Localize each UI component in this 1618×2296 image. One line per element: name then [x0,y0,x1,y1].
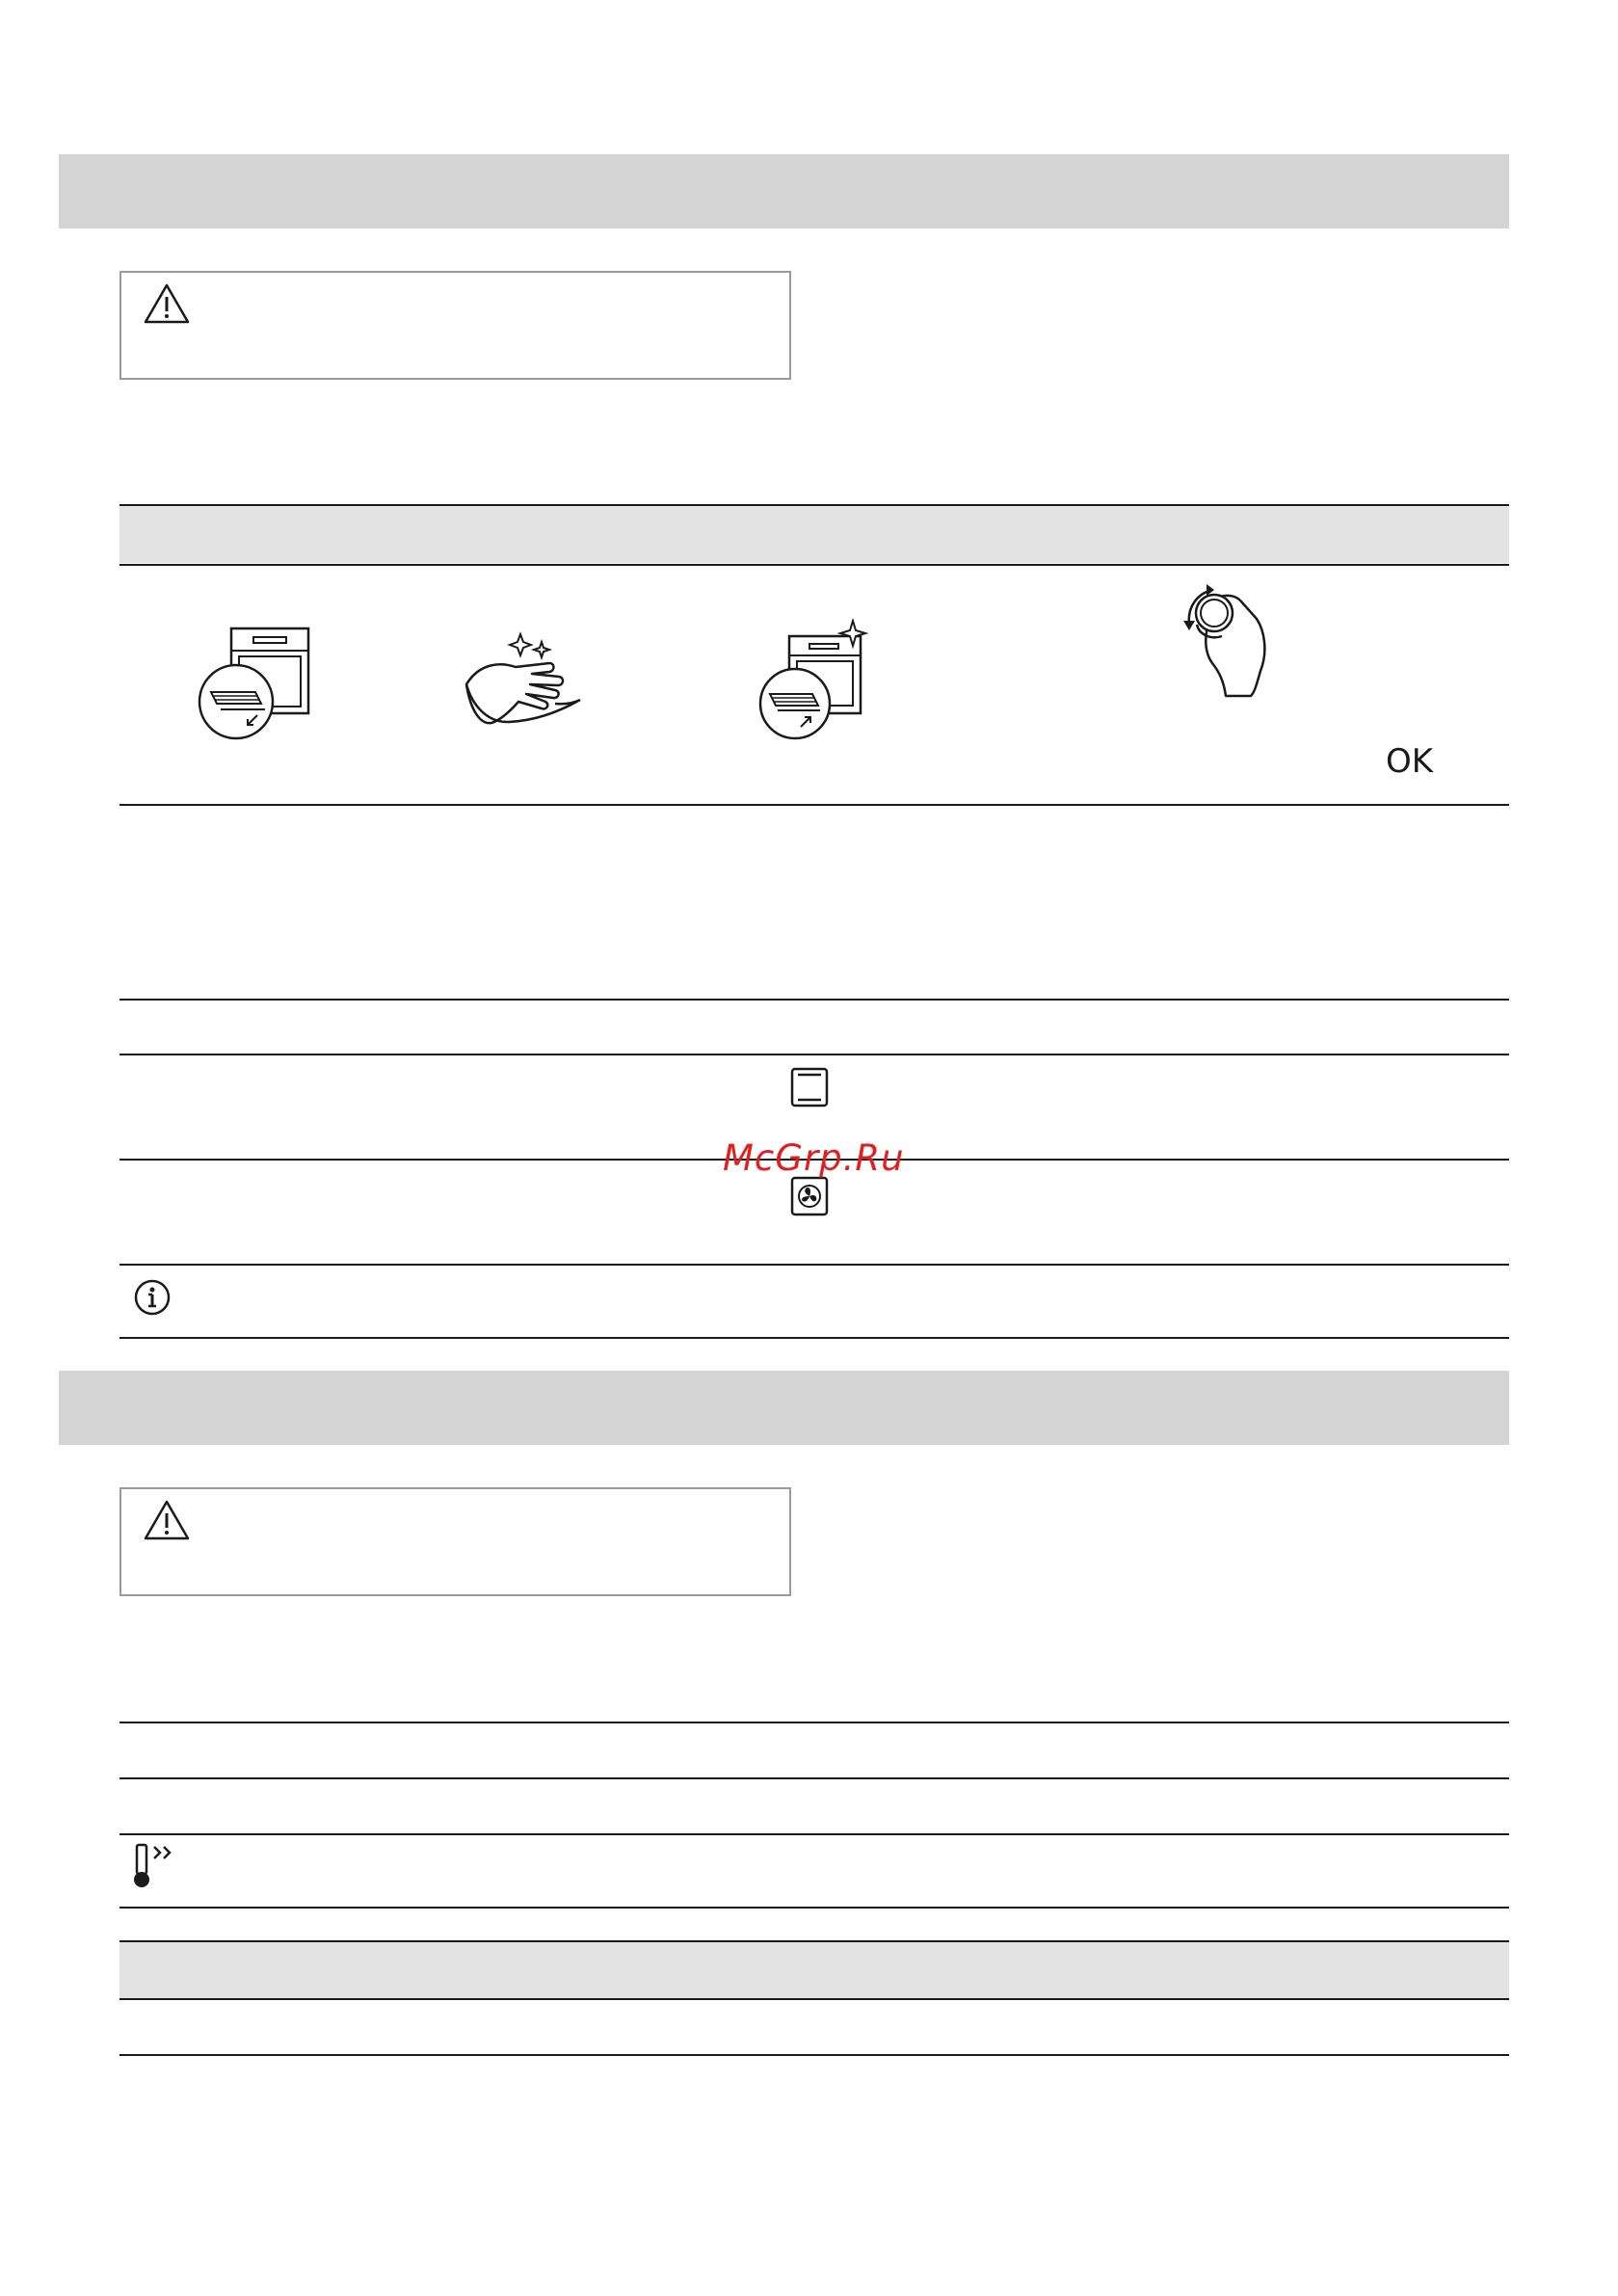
steps-table-top-rule [119,504,1509,506]
warning-icon [143,1499,191,1541]
insert-accessories-icon [756,619,872,742]
ok-label: OK [1386,742,1434,781]
bottom-subtable-top-rule [119,1940,1509,1942]
bottom-subtable-bottom-rule [119,2054,1509,2056]
steps-table-header [119,505,1509,563]
clean-cloth-icon [463,628,588,727]
steps-table-bottom-rule [119,804,1509,806]
conventional-heating-icon [790,1067,829,1108]
function-table-header-rule [119,1054,1509,1055]
rotate-knob-icon [1168,576,1293,702]
fast-heat-up-icon [131,1841,177,1891]
bottom-subtable-header-rule [119,1998,1509,2000]
section-header-bar-1 [59,154,1509,228]
function-table-row-rule-2 [119,1264,1509,1266]
bottom-table-rule-4 [119,1907,1509,1909]
bottom-subtable-header [119,1941,1509,1998]
watermark: McGrp.Ru [723,1137,905,1179]
fan-heating-icon [790,1176,829,1216]
warning-icon [143,282,191,325]
warning-box-2 [119,1487,791,1596]
section-header-bar-2 [59,1371,1509,1445]
warning-box-1 [119,271,791,380]
steps-table-header-rule [119,564,1509,566]
info-icon [133,1278,172,1317]
function-table-bottom-rule [119,1337,1509,1339]
remove-accessories-icon [198,625,313,742]
bottom-table-rule-3 [119,1833,1509,1835]
bottom-table-rule-1 [119,1722,1509,1723]
bottom-table-rule-2 [119,1777,1509,1779]
function-table-top-rule [119,999,1509,1001]
